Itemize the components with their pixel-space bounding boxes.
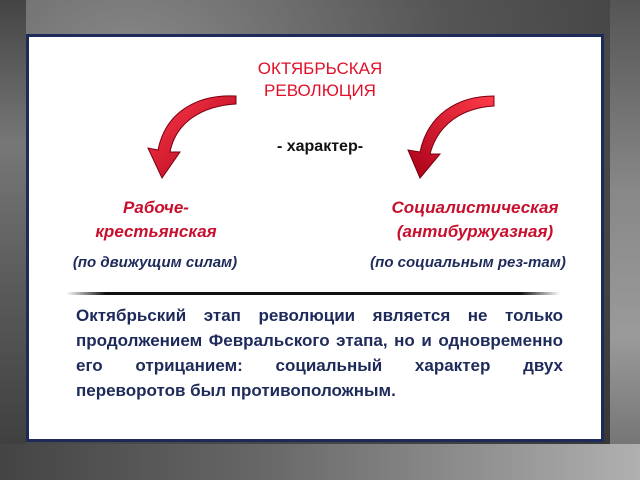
right-branch-label [355,196,595,244]
diagram-title-line1: ОКТЯБРЬСКАЯ [257,59,383,78]
divider-line [66,292,560,295]
left-branch-label [56,196,256,244]
diagram-title [0,58,640,102]
left-branch-line2: крестьянская [95,222,217,241]
right-branch-line1: Социалистическая [391,198,559,217]
background-photo-bottom [0,444,640,480]
curved-arrow-left-icon [140,92,240,182]
character-label: - характер- [276,138,364,155]
curved-arrow-right-icon [398,92,498,182]
left-branch-line1: Рабоче- [123,198,189,217]
diagram-title-line2: РЕВОЛЮЦИЯ [264,81,376,100]
left-branch-basis: (по движущим силам) [72,254,238,271]
summary-paragraph: Октябрьский этап революции является не только продолжением Февральского этапа, но и одновременно его отрицанием: социальный характер двух переворотов был противоположным. [76,306,563,400]
right-branch-line2: (антибуржуазная) [396,222,554,241]
right-branch-basis: (по социальным рез-там) [370,254,566,271]
